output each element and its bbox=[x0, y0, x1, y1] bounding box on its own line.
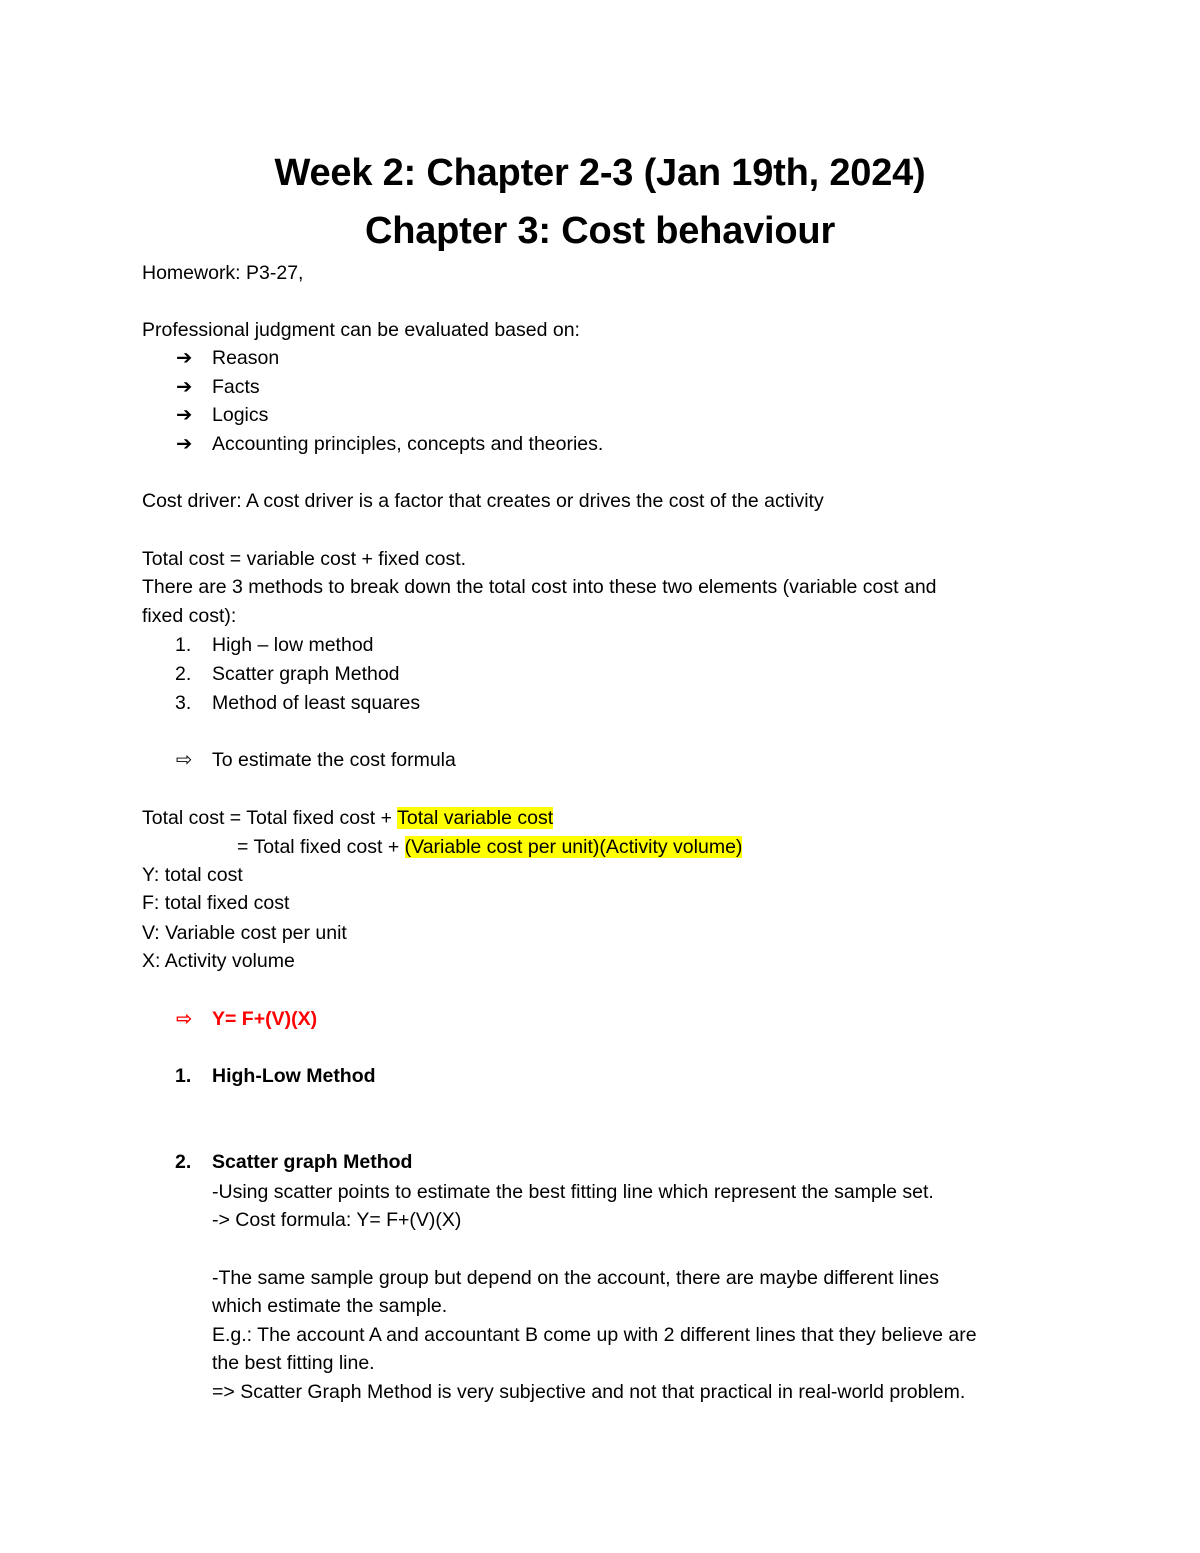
list-number: 2. bbox=[175, 663, 192, 685]
scatter-note: E.g.: The account A and accountant B come up with 2 different lines that they believe are bbox=[212, 1324, 977, 1346]
section-heading-high-low: High-Low Method bbox=[212, 1065, 376, 1087]
homework-line: Homework: P3-27, bbox=[142, 262, 304, 284]
chapter-title: Chapter 3: Cost behaviour bbox=[364, 210, 836, 252]
variable-definition: V: Variable cost per unit bbox=[142, 922, 347, 944]
estimate-text: To estimate the cost formula bbox=[212, 749, 456, 771]
highlighted-term: (Variable cost per unit)(Activity volume) bbox=[404, 836, 743, 858]
arrow-bullet-icon: ➔ bbox=[176, 433, 193, 455]
formula-prefix: = Total fixed cost + bbox=[237, 836, 405, 858]
judgment-item: Logics bbox=[212, 404, 269, 426]
scatter-note: => Scatter Graph Method is very subjective and not that practical in real-world problem. bbox=[212, 1381, 966, 1403]
judgment-intro: Professional judgment can be evaluated based on: bbox=[142, 319, 580, 341]
cost-driver-definition: Cost driver: A cost driver is a factor that creates or drives the cost of the activity bbox=[142, 490, 824, 512]
scatter-note: -Using scatter points to estimate the best fitting line which represent the sample set. bbox=[212, 1181, 934, 1203]
judgment-item: Reason bbox=[212, 347, 280, 369]
arrow-bullet-icon: ➔ bbox=[176, 347, 193, 369]
section-heading-scatter: Scatter graph Method bbox=[212, 1151, 413, 1173]
total-cost-line: Total cost = variable cost + fixed cost. bbox=[142, 548, 467, 570]
method-item: Method of least squares bbox=[212, 692, 421, 714]
hollow-arrow-icon: ⇨ bbox=[176, 1008, 193, 1030]
methods-intro: There are 3 methods to break down the total cost into these two elements (variable cost and bbox=[142, 576, 937, 598]
arrow-bullet-icon: ➔ bbox=[176, 404, 193, 426]
method-item: Scatter graph Method bbox=[212, 663, 400, 685]
methods-intro-cont: fixed cost): bbox=[142, 605, 237, 627]
list-number: 3. bbox=[175, 692, 192, 714]
formula-prefix: Total cost = Total fixed cost + bbox=[142, 807, 398, 829]
variable-definition: Y: total cost bbox=[142, 864, 243, 886]
judgment-item: Facts bbox=[212, 376, 260, 398]
section-number: 2. bbox=[175, 1151, 192, 1173]
scatter-note: -The same sample group but depend on the account, there are maybe different lines bbox=[212, 1267, 940, 1289]
judgment-item: Accounting principles, concepts and theories. bbox=[212, 433, 604, 455]
method-item: High – low method bbox=[212, 634, 374, 656]
scatter-note: which estimate the sample. bbox=[212, 1295, 448, 1317]
variable-definition: F: total fixed cost bbox=[142, 892, 290, 914]
arrow-bullet-icon: ➔ bbox=[176, 376, 193, 398]
variable-definition: X: Activity volume bbox=[142, 950, 295, 972]
scatter-note: the best fitting line. bbox=[212, 1352, 375, 1374]
formula-line-2 bbox=[237, 834, 742, 860]
cost-formula-result: Y= F+(V)(X) bbox=[212, 1008, 318, 1030]
formula-line-1 bbox=[142, 805, 553, 831]
document-title: Week 2: Chapter 2-3 (Jan 19th, 2024) bbox=[274, 152, 926, 194]
scatter-note: -> Cost formula: Y= F+(V)(X) bbox=[212, 1209, 462, 1231]
highlighted-term: Total variable cost bbox=[397, 807, 554, 829]
hollow-arrow-icon: ⇨ bbox=[176, 749, 193, 771]
list-number: 1. bbox=[175, 634, 192, 656]
section-number: 1. bbox=[175, 1065, 192, 1087]
